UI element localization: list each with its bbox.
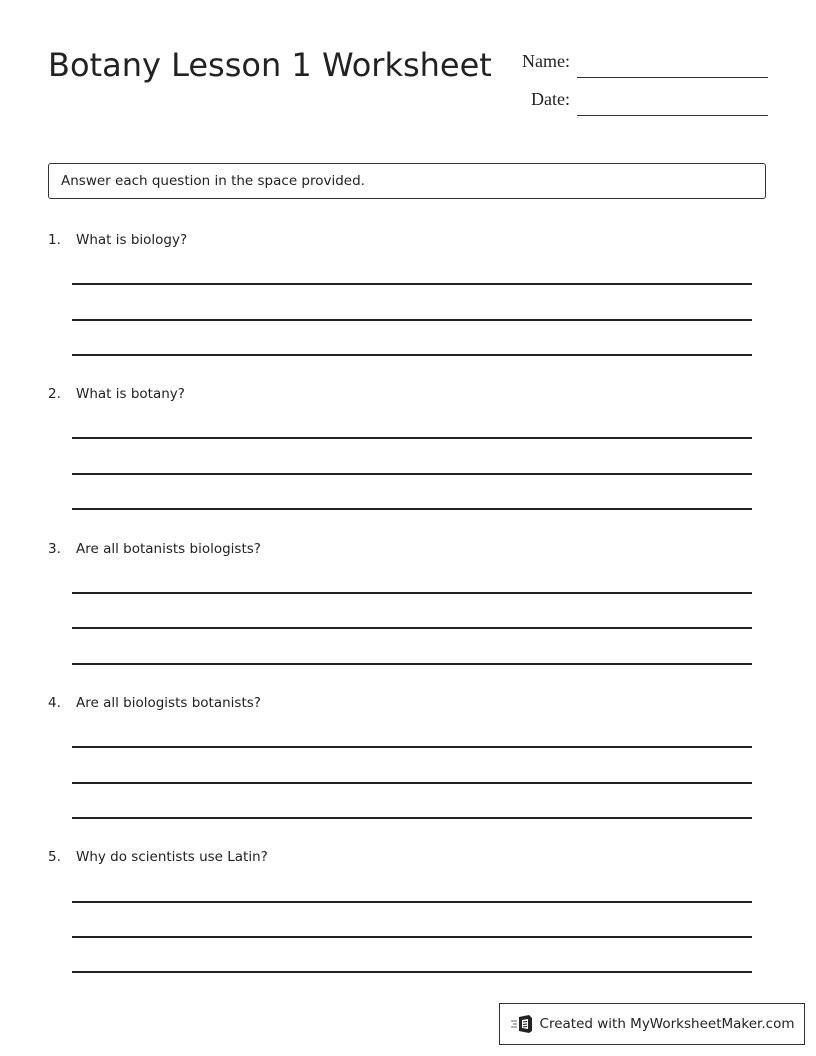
question-text: What is biology? (76, 232, 188, 248)
question-text: Are all biologists botanists? (76, 695, 261, 711)
footer-badge[interactable] (499, 1003, 805, 1045)
question-number: 4. (48, 695, 61, 711)
answer-line[interactable] (72, 782, 752, 784)
instructions-box: Answer each question in the space provided. (48, 163, 766, 199)
answer-line[interactable] (72, 283, 752, 285)
worksheet-maker-logo-icon (510, 1014, 534, 1034)
answer-line[interactable] (72, 437, 752, 439)
question-number: 3. (48, 541, 61, 557)
answer-line[interactable] (72, 354, 752, 356)
name-label: Name: (522, 51, 570, 71)
worksheet-title: Botany Lesson 1 Worksheet (48, 46, 492, 84)
date-field[interactable] (500, 86, 768, 116)
date-label: Date: (531, 89, 570, 109)
answer-line[interactable] (72, 508, 752, 510)
question-text: What is botany? (76, 386, 185, 402)
answer-line[interactable] (72, 901, 752, 903)
footer-text: Created with MyWorksheetMaker.com (539, 1016, 795, 1032)
answer-line[interactable] (72, 592, 752, 594)
answer-line[interactable] (72, 319, 752, 321)
answer-line[interactable] (72, 663, 752, 665)
answer-line[interactable] (72, 971, 752, 973)
date-line[interactable] (577, 115, 768, 116)
question-number: 1. (48, 232, 61, 248)
answer-line[interactable] (72, 817, 752, 819)
answer-line[interactable] (72, 473, 752, 475)
question-text: Are all botanists biologists? (76, 541, 261, 557)
name-field[interactable] (500, 48, 768, 78)
answer-line[interactable] (72, 936, 752, 938)
answer-line[interactable] (72, 746, 752, 748)
question-text: Why do scientists use Latin? (76, 849, 268, 865)
question-number: 5. (48, 849, 61, 865)
name-line[interactable] (577, 77, 768, 78)
answer-line[interactable] (72, 627, 752, 629)
question-number: 2. (48, 386, 61, 402)
